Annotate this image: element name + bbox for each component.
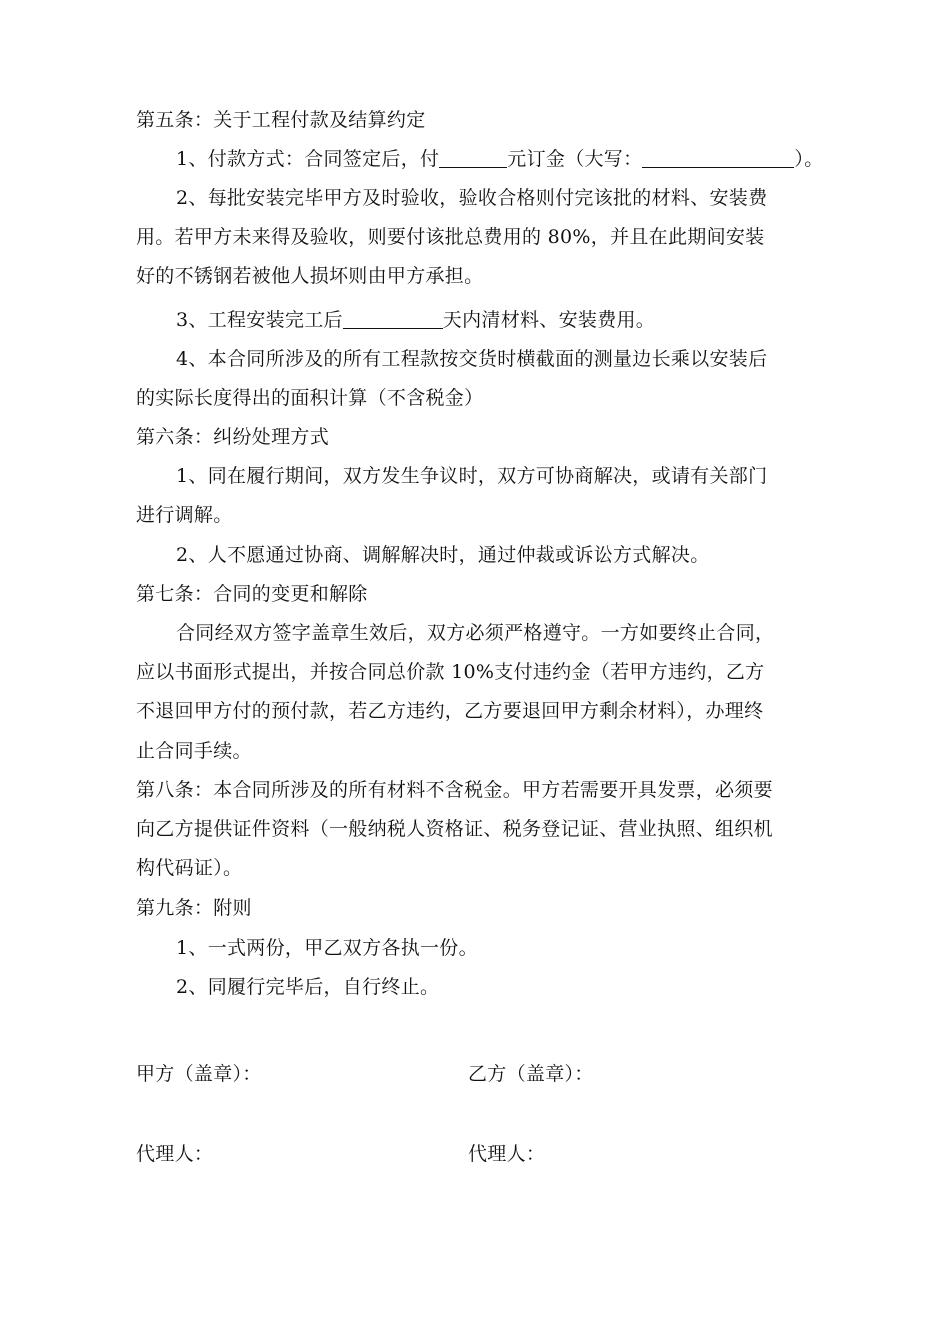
deposit-amount-words-blank[interactable] — [642, 149, 794, 168]
article7-body-line4: 止合同手续。 — [136, 740, 252, 762]
article5-item4-line2: 的实际长度得出的面积计算（不含税金） — [136, 387, 484, 409]
article7-body-line2: 应以书面形式提出，并按合同总价款 10%支付违约金（若甲方违约，乙方 — [136, 661, 765, 683]
article9-heading: 第九条：附则 — [136, 897, 252, 919]
item1-mid: 元订金（大写： — [507, 148, 643, 170]
item1-suffix: ）。 — [794, 148, 824, 170]
article5-item2-line3: 好的不锈钢若被他人损坏则由甲方承担。 — [136, 265, 484, 287]
article7-body-line3: 不退回甲方付的预付款，若乙方违约，乙方要退回甲方剩余材料），办理终 — [136, 700, 764, 722]
party-a-seal-label: 甲方（盖章）： — [136, 1063, 262, 1085]
deposit-amount-blank[interactable] — [439, 149, 507, 168]
article5-item3 — [176, 308, 866, 332]
article5-item4-line1: 4、本合同所涉及的所有工程款按交货时横截面的测量边长乘以安装后 — [176, 348, 768, 370]
article5-heading: 第五条：关于工程付款及结算约定 — [136, 109, 426, 131]
party-b-agent-label: 代理人： — [468, 1143, 546, 1165]
article5-item1 — [176, 147, 866, 171]
party-b-seal-label: 乙方（盖章）： — [468, 1063, 594, 1085]
article6-item1-line2: 进行调解。 — [136, 504, 233, 526]
item3-prefix: 3、工程安装完工后 — [176, 309, 343, 331]
item1-prefix: 1、付款方式：合同签定后，付 — [176, 148, 440, 170]
article7-body-line1: 合同经双方签字盖章生效后，双方必须严格遵守。一方如要终止合同， — [176, 622, 775, 644]
article8-body-line3: 构代码证）。 — [136, 857, 243, 879]
settlement-days-blank[interactable] — [343, 310, 443, 329]
article9-item2: 2、同履行完毕后，自行终止。 — [176, 976, 440, 998]
article5-item2-line1: 2、每批安装完毕甲方及时验收，验收合格则付完该批的材料、安装费 — [176, 187, 768, 209]
article6-item2: 2、人不愿通过协商、调解解决时，通过仲裁或诉讼方式解决。 — [176, 544, 710, 566]
party-a-agent-label: 代理人： — [136, 1143, 214, 1165]
item3-suffix: 天内清材料、安装费用。 — [442, 309, 656, 331]
article6-heading: 第六条：纠纷处理方式 — [136, 426, 330, 448]
article9-item1: 1、一式两份，甲乙双方各执一份。 — [176, 937, 478, 959]
article7-heading: 第七条：合同的变更和解除 — [136, 583, 368, 605]
article8-body-line1: 第八条：本合同所涉及的所有材料不含税金。甲方若需要开具发票，必须要 — [136, 779, 773, 801]
article6-item1-line1: 1、同在履行期间，双方发生争议时，双方可协商解决，或请有关部门 — [176, 465, 768, 487]
article5-item2-line2: 用。若甲方未来得及验收，则要付该批总费用的 80%，并且在此期间安装 — [136, 226, 765, 248]
article8-body-line2: 向乙方提供证件资料（一般纳税人资格证、税务登记证、营业执照、组织机 — [136, 818, 773, 840]
